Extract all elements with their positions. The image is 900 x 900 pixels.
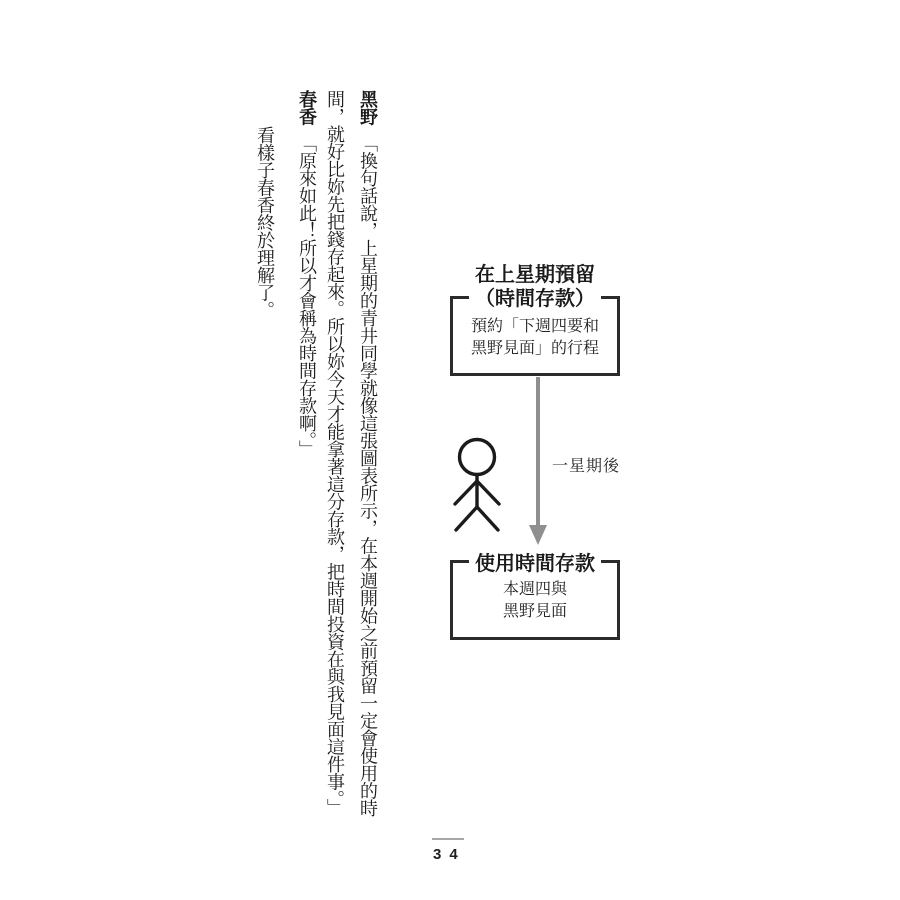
reserve-box-note-line1: 預約「下週四要和 — [470, 318, 599, 335]
dialogue-text: 「原來如此！所以才會稱為時間存款啊。」 — [297, 134, 317, 458]
reserve-time-deposit-box — [450, 264, 620, 376]
reserve-box-title-line2: （時間存款） — [475, 288, 595, 310]
reserve-box-title-line1: 在上星期預留 — [475, 264, 595, 286]
speaker-name-kurono: 黑野 — [358, 90, 378, 125]
narration-text: 看樣子春香終於理解了。 — [255, 126, 275, 319]
person-stick-figure-icon — [450, 435, 508, 535]
use-box-note-line1: 本週四與 — [502, 581, 567, 598]
dialogue-column-haruka — [295, 90, 318, 458]
dialogue-column-kurono-cont — [323, 90, 346, 816]
week-later-label: 一星期後 — [552, 458, 621, 475]
use-time-deposit-box — [450, 553, 620, 640]
narration-column — [253, 126, 276, 319]
down-arrow-line — [536, 377, 540, 526]
dialogue-text: 「換句話說，上星期的青井同學就像這張圖表所示，在本週開始之前預留一定會使用的時 — [358, 134, 378, 817]
reserve-box-note-line2: 黑野見面」的行程 — [470, 340, 599, 357]
footer-rule — [432, 838, 464, 840]
dialogue-column-kurono — [356, 90, 379, 817]
dialogue-text: 間，就好比妳先把錢存起來。所以妳今天才能拿著這分存款，把時間投資在與我見面這件事。」 — [325, 90, 345, 816]
reserve-box-title — [469, 263, 601, 311]
use-box-note-line2: 黑野見面 — [502, 603, 567, 620]
speaker-name-haruka: 春香 — [297, 90, 317, 125]
page-number: 34 — [433, 846, 466, 863]
use-box-title: 使用時間存款 — [469, 552, 601, 576]
down-arrow-head-icon — [529, 525, 547, 545]
